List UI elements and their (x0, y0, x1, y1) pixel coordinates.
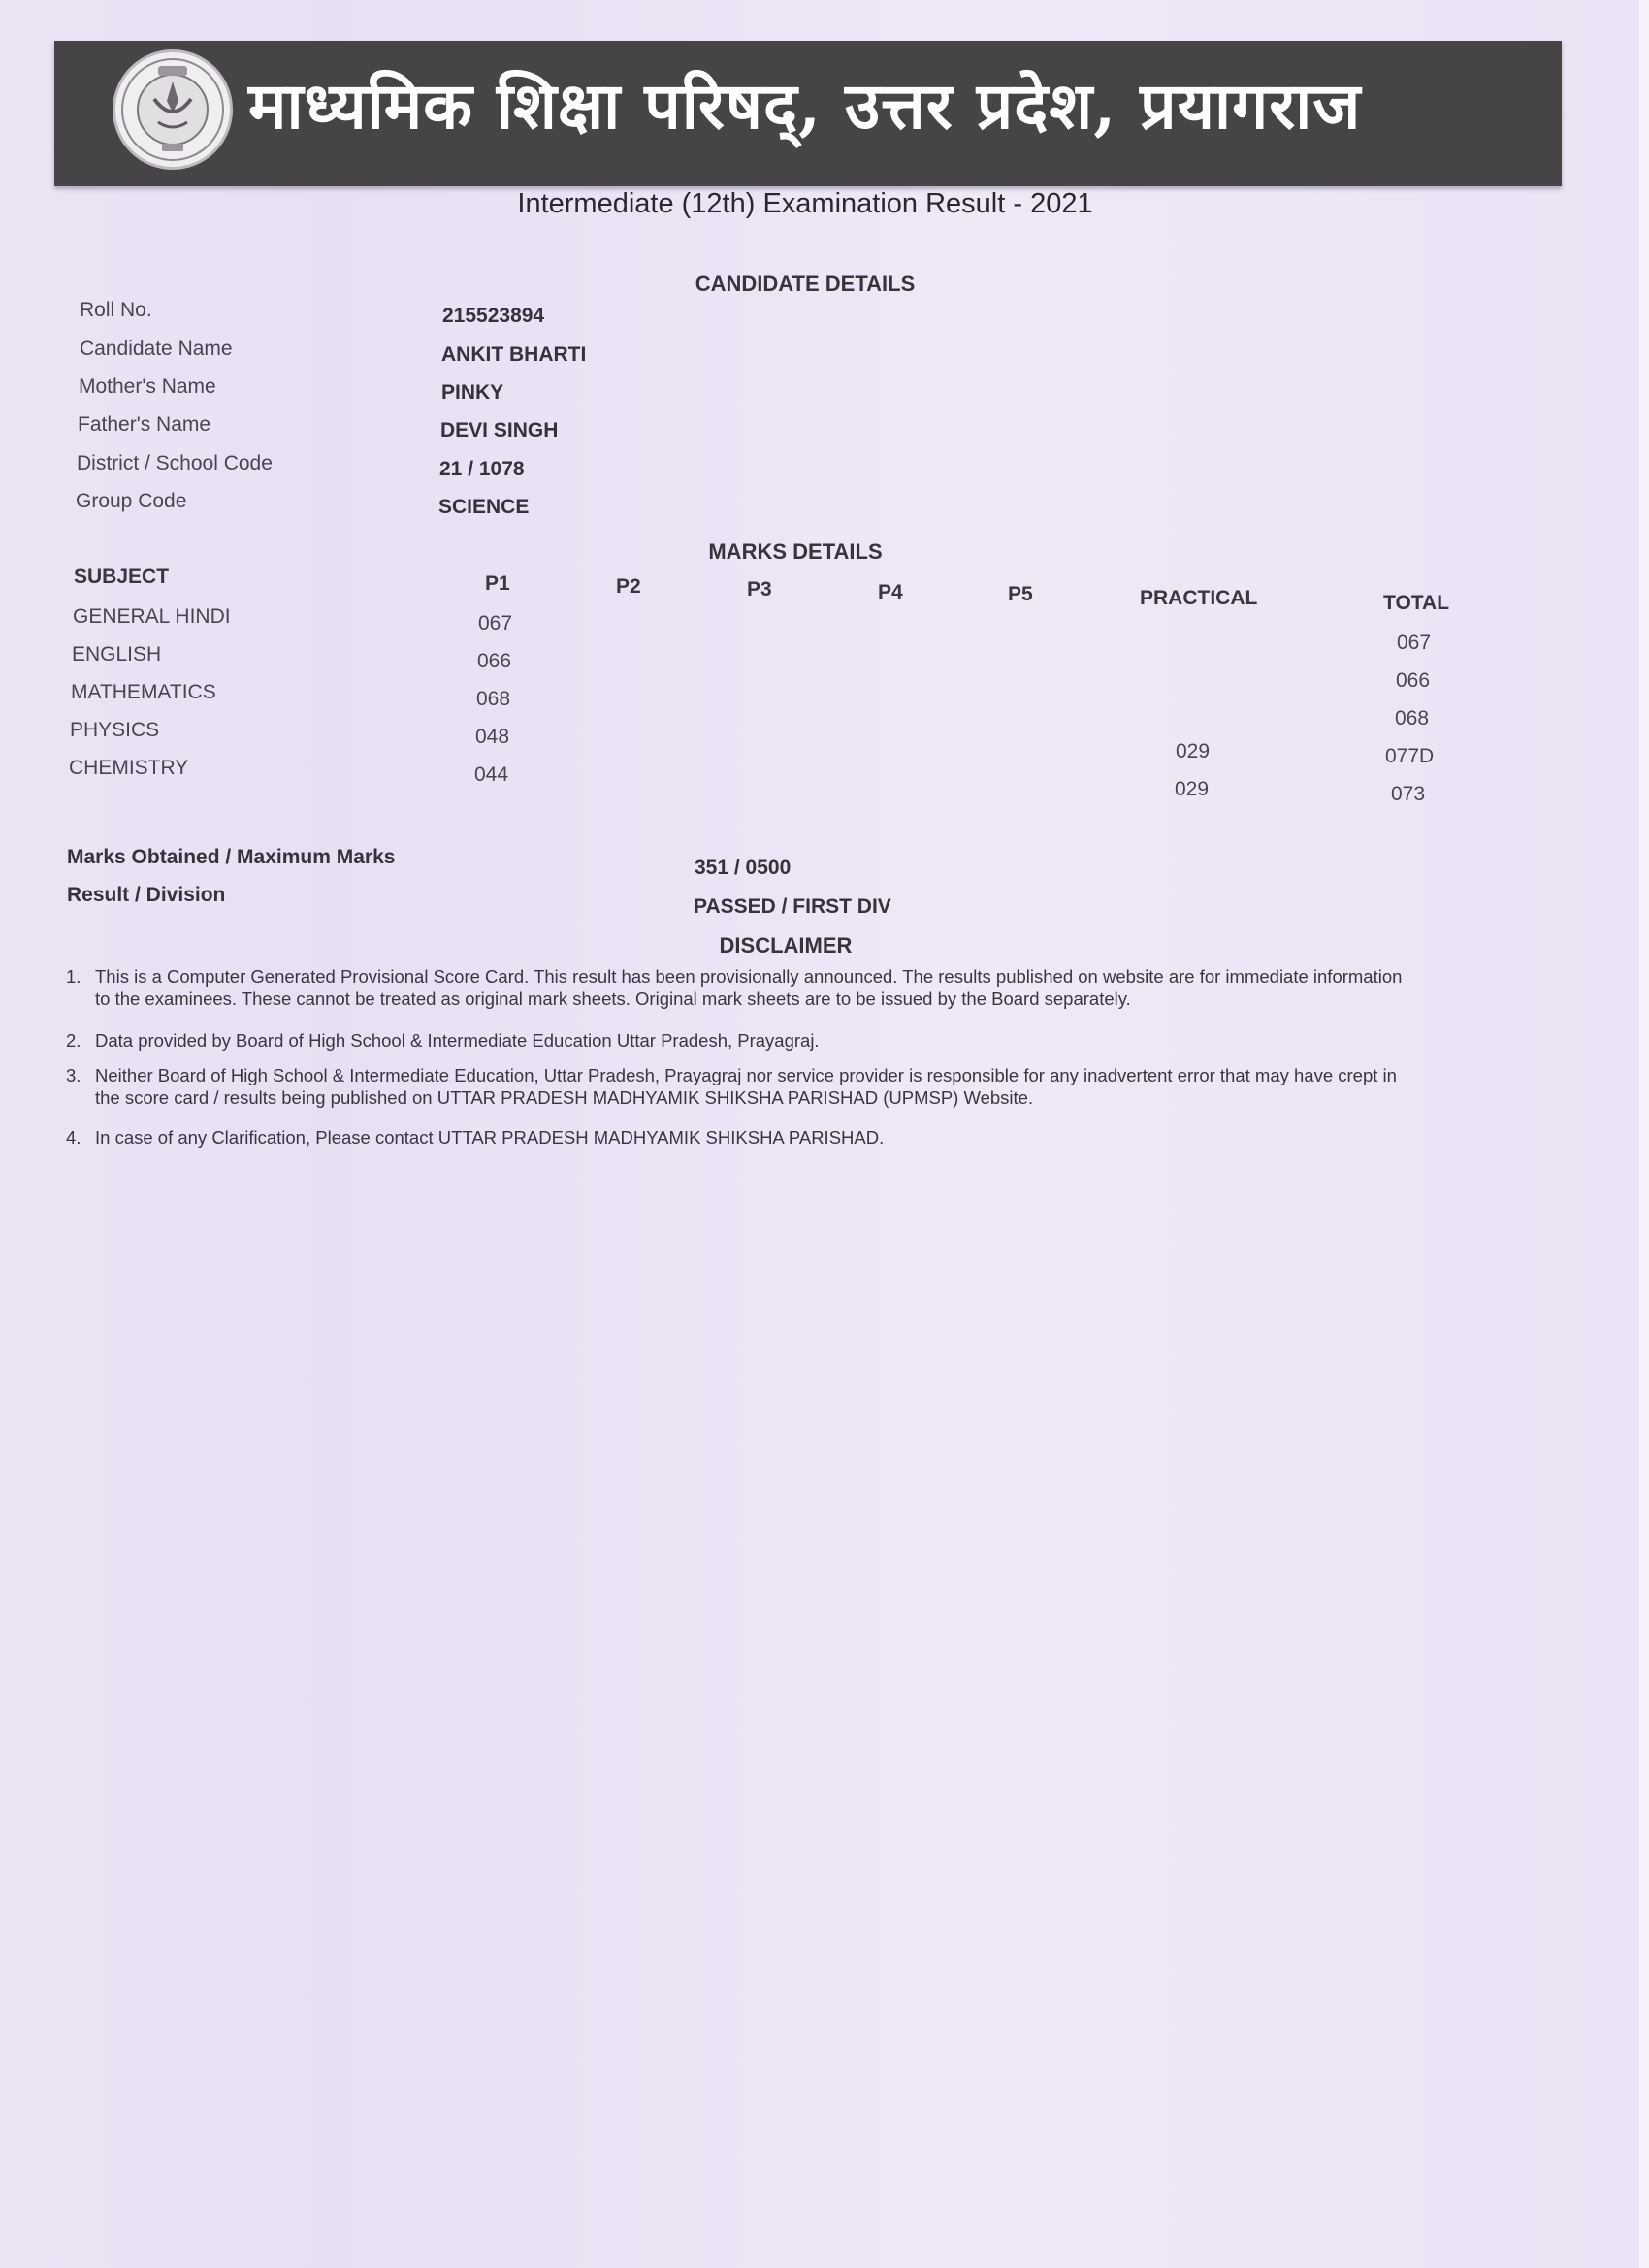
disclaimer-item-4 (66, 1126, 1521, 1149)
disclaimer-line: This is a Computer Generated Provisional Score Card. This result has been provisionally announced. The results published on website are for immediate information (95, 966, 1403, 987)
board-name: माध्यमिक शिक्षा परिषद्, उत्तर प्रदेश, प्रयागराज (248, 68, 1362, 144)
disclaimer-number: 2. (66, 1030, 81, 1051)
paper-edge (1639, 0, 1649, 2268)
p1-general-hindi: 067 (478, 612, 513, 634)
candidate-name-label: Candidate Name (80, 338, 233, 360)
father-name-value: DEVI SINGH (440, 419, 559, 441)
p1-english: 066 (477, 650, 512, 672)
col-p4: P4 (878, 581, 903, 603)
practical-physics: 029 (1176, 740, 1211, 762)
disclaimer-line: Data provided by Board of High School & Intermediate Education Uttar Pradesh, Prayagraj. (95, 1030, 820, 1051)
group-code-value: SCIENCE (438, 496, 530, 518)
subject-chemistry: CHEMISTRY (69, 757, 189, 779)
roll-no-value: 215523894 (442, 305, 545, 327)
subject-mathematics: MATHEMATICS (71, 681, 216, 703)
disclaimer-line: to the examinees. These cannot be treated as original mark sheets. Original mark sheets are to be issued by the Board separately. (95, 988, 1131, 1009)
disclaimer-number: 1. (66, 966, 81, 987)
disclaimer-number: 4. (66, 1127, 81, 1148)
disclaimer-line: the score card / results being published on UTTAR PRADESH MADHYAMIK SHIKSHA PARISHAD (UPMSP) Website. (95, 1087, 1034, 1108)
p1-chemistry: 044 (474, 763, 509, 786)
father-name-label: Father's Name (78, 413, 211, 436)
p1-physics: 048 (475, 726, 510, 748)
result-division-label: Result / Division (67, 884, 226, 906)
disclaimer-line: In case of any Clarification, Please contact UTTAR PRADESH MADHYAMIK SHIKSHA PARISHAD. (95, 1127, 885, 1148)
col-total: TOTAL (1383, 592, 1450, 614)
col-p1: P1 (485, 572, 510, 595)
marks-details-heading: MARKS DETAILS (708, 539, 883, 564)
district-school-code-label: District / School Code (77, 452, 273, 474)
col-practical: PRACTICAL (1140, 587, 1258, 609)
marks-obtained-label: Marks Obtained / Maximum Marks (67, 846, 396, 868)
disclaimer-line: Neither Board of High School & Intermediate Education, Uttar Pradesh, Prayagraj nor service provider is responsible for any inadvertent error that may have crept in (95, 1065, 1397, 1085)
disclaimer-heading: DISCLAIMER (719, 933, 853, 957)
roll-no-label: Roll No. (80, 299, 152, 321)
total-chemistry: 073 (1391, 783, 1426, 805)
p1-mathematics: 068 (476, 688, 511, 710)
total-physics: 077D (1385, 745, 1435, 767)
header-bar (54, 41, 1562, 186)
col-p3: P3 (747, 578, 772, 600)
col-subject: SUBJECT (74, 566, 170, 588)
marks-obtained-value: 351 / 0500 (695, 857, 792, 879)
mother-name-value: PINKY (441, 381, 504, 404)
total-general-hindi: 067 (1397, 632, 1432, 654)
candidate-name-value: ANKIT BHARTI (441, 343, 587, 366)
result-division-value: PASSED / FIRST DIV (694, 895, 891, 918)
mother-name-label: Mother's Name (79, 375, 216, 398)
col-p5: P5 (1008, 583, 1033, 605)
disclaimer-item-3 (66, 1064, 1521, 1109)
total-english: 066 (1396, 669, 1431, 692)
subject-physics: PHYSICS (70, 719, 160, 741)
disclaimer-item-1 (66, 965, 1521, 1010)
disclaimer-number: 3. (66, 1065, 81, 1085)
candidate-details-heading: CANDIDATE DETAILS (695, 272, 916, 296)
group-code-label: Group Code (76, 490, 187, 512)
district-school-code-value: 21 / 1078 (439, 458, 525, 480)
col-p2: P2 (616, 575, 641, 598)
exam-title: Intermediate (12th) Examination Result - 2021 (517, 188, 1093, 219)
practical-chemistry: 029 (1175, 778, 1210, 800)
board-emblem-icon (113, 49, 233, 170)
total-mathematics: 068 (1395, 707, 1430, 729)
disclaimer-item-2 (66, 1029, 1521, 1052)
subject-general-hindi: GENERAL HINDI (73, 605, 231, 628)
subject-english: ENGLISH (72, 643, 162, 665)
